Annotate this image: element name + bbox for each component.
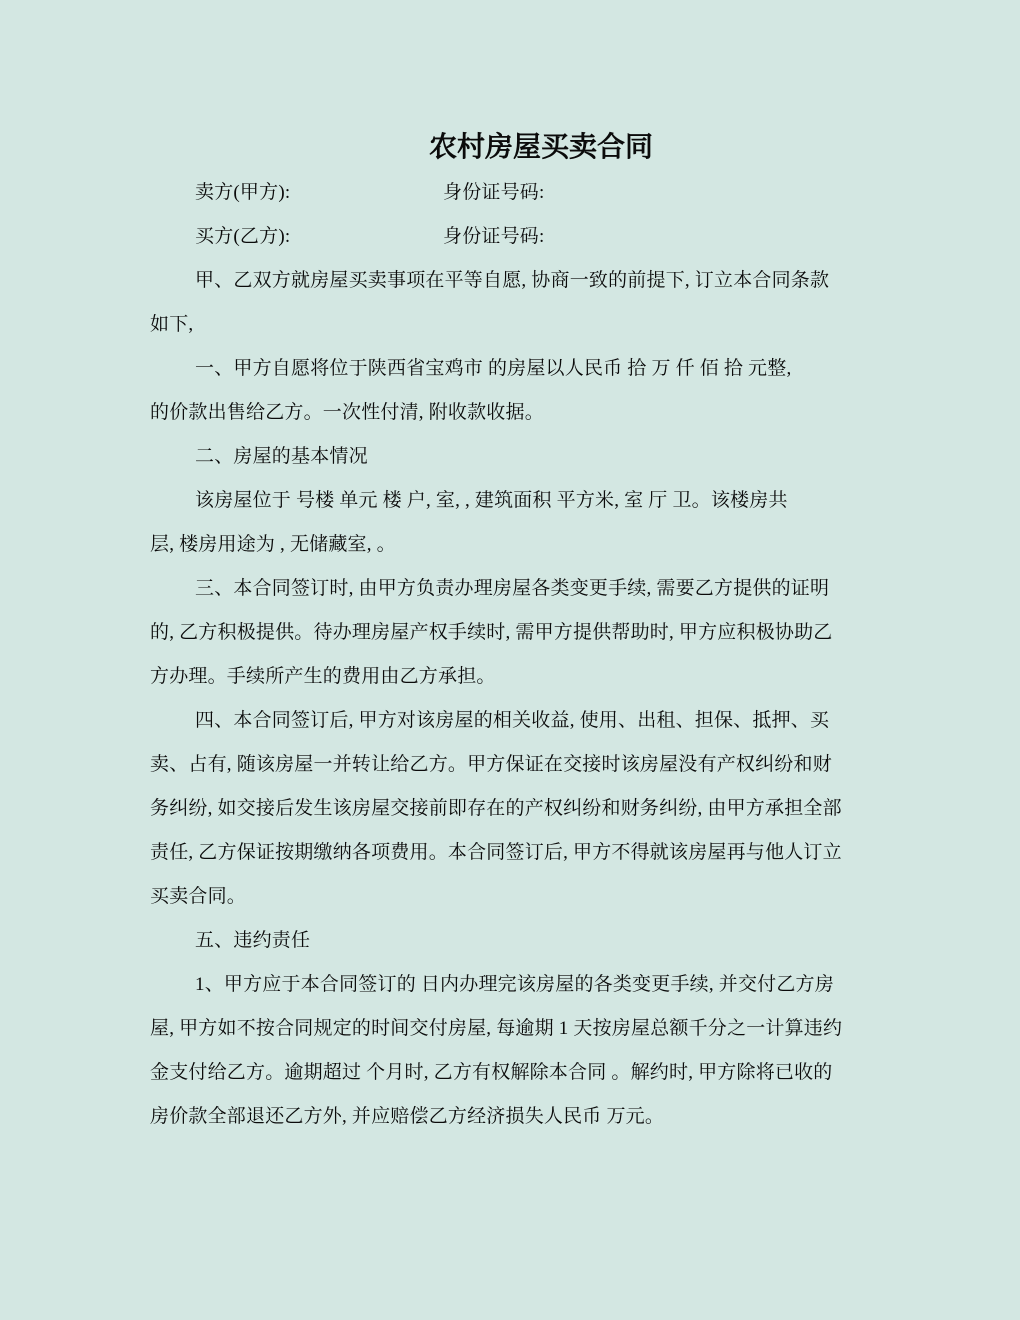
party-row-buyer xyxy=(150,215,880,259)
text-line: 房价款全部退还乙方外, 并应赔偿乙方经济损失人民币 万元。 xyxy=(150,1106,665,1127)
text-line: 四、本合同签订后, 甲方对该房屋的相关收益, 使用、出租、担保、抵押、买 xyxy=(195,710,830,731)
party-row-seller xyxy=(150,171,880,215)
seller-id-label: 身份证号码: xyxy=(443,182,545,203)
text-line: 屋, 甲方如不按合同规定的时间交付房屋, 每逾期 1 天按房屋总额千分之一计算违约 xyxy=(150,1018,843,1039)
text-line: 金支付给乙方。逾期超过 个月时, 乙方有权解除本合同 。解约时, 甲方除将已收的 xyxy=(150,1062,833,1083)
text-line: 方办理。手续所产生的费用由乙方承担。 xyxy=(150,666,496,687)
contract-title: 农村房屋买卖合同 xyxy=(428,132,653,163)
buyer-id-label: 身份证号码: xyxy=(443,226,545,247)
text-line: 五、违约责任 xyxy=(195,930,311,951)
seller-label: 卖方(甲方): xyxy=(195,182,291,203)
text-line: 卖、占有, 随该房屋一并转让给乙方。甲方保证在交接时该房屋没有产权纠纷和财 xyxy=(150,754,832,775)
text-line: 务纠纷, 如交接后发生该房屋交接前即存在的产权纠纷和财务纠纷, 由甲方承担全部 xyxy=(150,798,842,819)
text-line: 二、房屋的基本情况 xyxy=(195,446,368,467)
text-line: 该房屋位于 号楼 单元 楼 户, 室, , 建筑面积 平方米, 室 厅 卫。该楼房共 xyxy=(195,490,788,511)
text-line: 的, 乙方积极提供。待办理房屋产权手续时, 需甲方提供帮助时, 甲方应积极协助乙 xyxy=(150,622,833,643)
text-line: 责任, 乙方保证按期缴纳各项费用。本合同签订后, 甲方不得就该房屋再与他人订立 xyxy=(150,842,842,863)
text-line: 1、甲方应于本合同签订的 日内办理完该房屋的各类变更手续, 并交付乙方房 xyxy=(195,974,834,995)
text-line: 三、本合同签订时, 由甲方负责办理房屋各类变更手续, 需要乙方提供的证明 xyxy=(195,578,830,599)
text-line: 甲、乙双方就房屋买卖事项在平等自愿, 协商一致的前提下, 订立本合同条款 xyxy=(195,270,830,291)
text-line: 一、甲方自愿将位于陕西省宝鸡市 的房屋以人民币 拾 万 仟 佰 拾 元整, xyxy=(195,358,792,379)
text-line: 如下, xyxy=(150,314,194,335)
text-line: 买卖合同。 xyxy=(150,886,247,907)
text-line: 层, 楼房用途为 , 无储藏室, 。 xyxy=(150,534,396,555)
text-line: 的价款出售给乙方。一次性付清, 附收款收据。 xyxy=(150,402,544,423)
buyer-label: 买方(乙方): xyxy=(195,226,291,247)
contract-body xyxy=(150,171,880,1139)
